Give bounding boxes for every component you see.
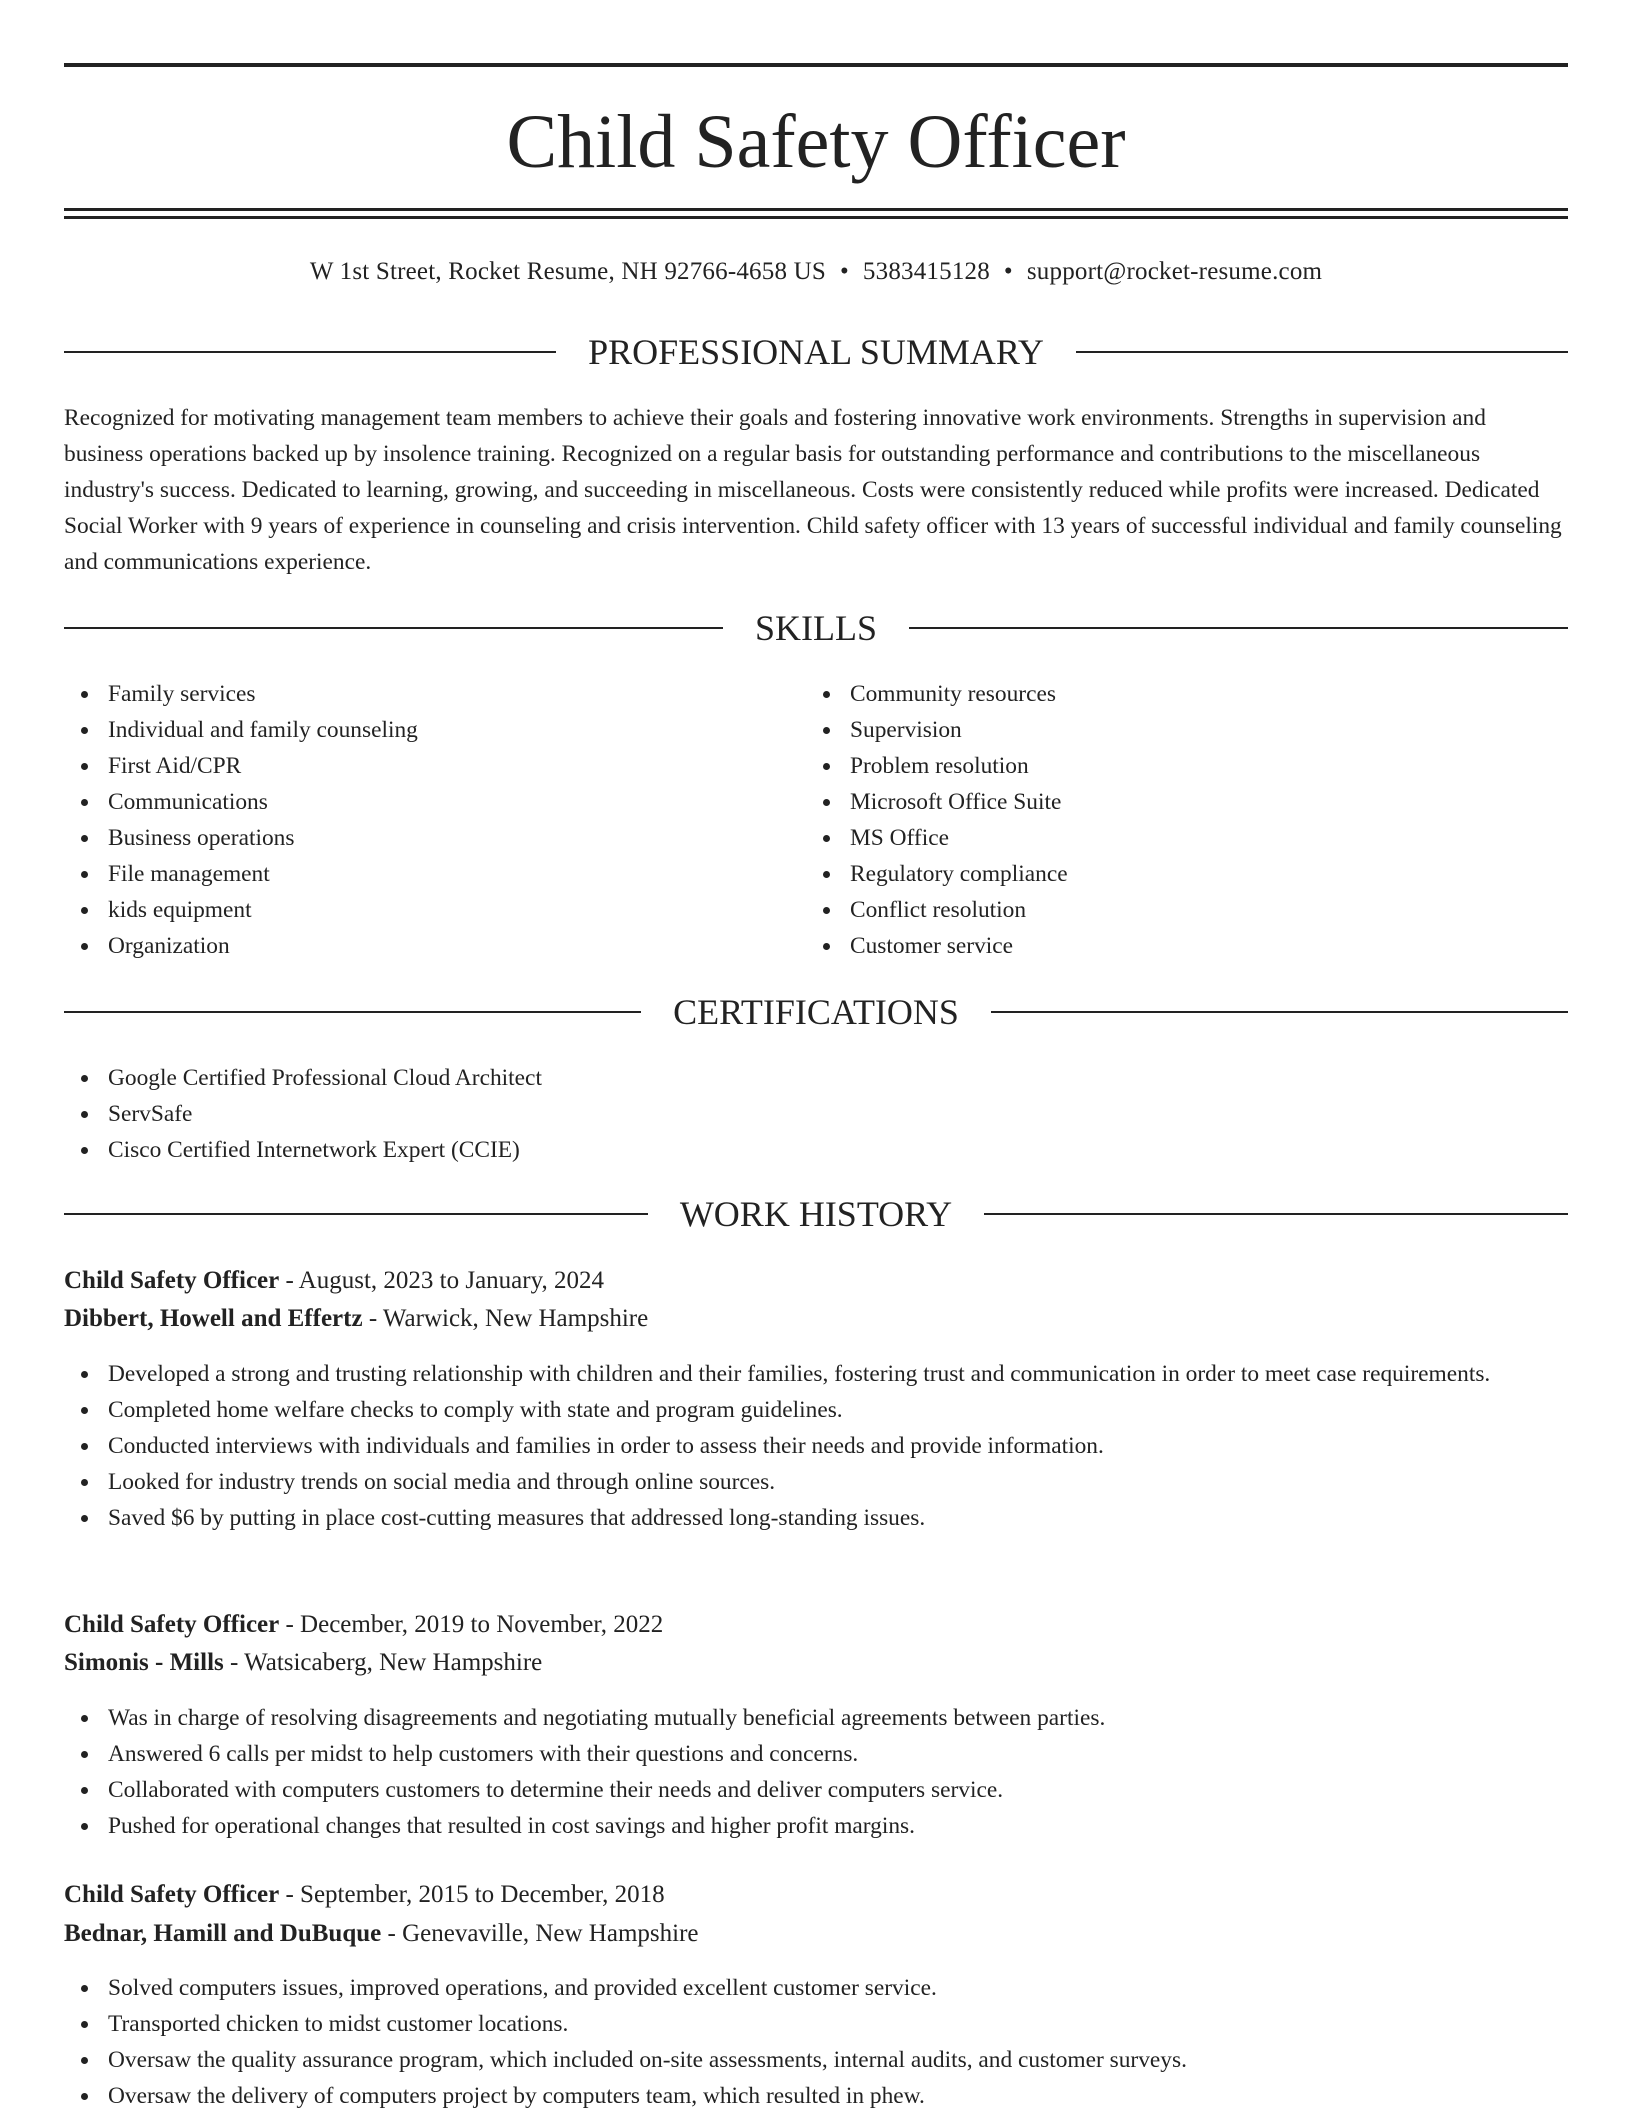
certification-item: Google Certified Professional Cloud Architect — [64, 1060, 1568, 1096]
skill-item: Customer service — [806, 928, 1546, 964]
job-bullets — [64, 1700, 1568, 1844]
heading-rule-left — [64, 1011, 641, 1013]
job-dates: - September, 2015 to December, 2018 — [279, 1881, 665, 1908]
section-heading-summary — [64, 330, 1568, 374]
section-heading-work-history — [64, 1192, 1568, 1236]
summary-text: Recognized for motivating management team members to achieve their goals and fostering innovative work environments. Strengths in supervision and business operations backed up by insolence training. Recognized on a regular basis for outstanding performance and contributions to the miscellaneous industry's success. Dedicated to learning, growing, and succeeding in miscellaneous. Costs were consistently reduced while profits were increased. Dedicated Social Worker with 9 years of experience in counseling and crisis intervention. Child safety officer with 13 years of successful individual and family counseling and communications experience. — [64, 405, 1562, 575]
job-location: - Warwick, New Hampshire — [362, 1305, 649, 1332]
certification-item: ServSafe — [64, 1096, 1568, 1132]
heading-rule-right — [909, 627, 1568, 629]
job-bullet: Developed a strong and trusting relationship with children and their families, fostering trust and communication in order to meet case requirements. — [64, 1356, 1568, 1392]
skill-item: Supervision — [806, 712, 1546, 748]
contact-separator: • — [839, 258, 849, 285]
skill-item: Organization — [64, 928, 804, 964]
skill-item: Regulatory compliance — [806, 856, 1546, 892]
job-bullet: Collaborated with computers customers to determine their needs and deliver computers service. — [64, 1772, 1568, 1808]
section-title: SKILLS — [755, 608, 878, 648]
skill-item: kids equipment — [64, 892, 804, 928]
contact-line — [64, 254, 1568, 290]
contact-email: support@rocket-resume.com — [1026, 258, 1323, 285]
heading-rule-right — [991, 1011, 1568, 1013]
job-bullet: Completed home welfare checks to comply with state and program guidelines. — [64, 1392, 1568, 1428]
skills-list-right — [806, 676, 1546, 964]
job-location: - Watsicaberg, New Hampshire — [223, 1649, 543, 1676]
job-bullets — [64, 1970, 1568, 2114]
skill-item: MS Office — [806, 820, 1546, 856]
contact-address: W 1st Street, Rocket Resume, NH 92766-4658 US — [309, 258, 826, 285]
job-dates: - December, 2019 to November, 2022 — [279, 1611, 664, 1638]
skill-item: Conflict resolution — [806, 892, 1546, 928]
skills-list-left — [64, 676, 804, 964]
job-role-line — [64, 1606, 1568, 1644]
section-heading-skills — [64, 606, 1568, 650]
job-bullet: Saved $6 by putting in place cost-cutting measures that addressed long-standing issues. — [64, 1500, 1568, 1536]
heading-rule-left — [64, 1213, 648, 1215]
job-location: - Genevaville, New Hampshire — [381, 1920, 699, 1947]
job-company-line — [64, 1915, 1568, 1953]
header-rule-lower — [64, 216, 1568, 219]
job-role: Child Safety Officer — [64, 1881, 280, 1908]
job-bullet: Oversaw the delivery of computers project by computers team, which resulted in phew. — [64, 2078, 1568, 2114]
certifications-list — [64, 1060, 1568, 1168]
job-bullet: Conducted interviews with individuals and families in order to assess their needs and provide information. — [64, 1428, 1568, 1464]
job-dates: - August, 2023 to January, 2024 — [279, 1267, 604, 1294]
job-company: Dibbert, Howell and Effertz — [64, 1305, 363, 1332]
heading-rule-right — [984, 1213, 1568, 1215]
top-rule — [64, 63, 1568, 67]
skill-item: Problem resolution — [806, 748, 1546, 784]
heading-rule-left — [64, 627, 723, 629]
job-bullet: Pushed for operational changes that resulted in cost savings and higher profit margins. — [64, 1808, 1568, 1844]
section-title: WORK HISTORY — [679, 1194, 953, 1234]
skill-item: File management — [64, 856, 804, 892]
skill-item: Community resources — [806, 676, 1546, 712]
contact-phone: 5383415128 — [862, 258, 990, 285]
job-bullets — [64, 1356, 1568, 1536]
skill-item: Business operations — [64, 820, 804, 856]
job-company-line — [64, 1300, 1568, 1338]
candidate-name: Child Safety Officer — [506, 100, 1126, 184]
job-bullet: Looked for industry trends on social media and through online sources. — [64, 1464, 1568, 1500]
section-heading-certifications — [64, 990, 1568, 1034]
heading-rule-left — [64, 351, 556, 353]
skill-item: First Aid/CPR — [64, 748, 804, 784]
header-rule-upper — [64, 208, 1568, 211]
job-bullet: Oversaw the quality assurance program, which included on-site assessments, internal audits, and customer surveys. — [64, 2042, 1568, 2078]
job-bullet: Solved computers issues, improved operations, and provided excellent customer service. — [64, 1970, 1568, 2006]
job-bullet: Transported chicken to midst customer locations. — [64, 2006, 1568, 2042]
job-bullet: Was in charge of resolving disagreements and negotiating mutually beneficial agreements between parties. — [64, 1700, 1568, 1736]
job-role-line — [64, 1262, 1568, 1300]
skill-item: Individual and family counseling — [64, 712, 804, 748]
job-company: Simonis - Mills — [64, 1649, 224, 1676]
job-company: Bednar, Hamill and DuBuque — [64, 1920, 382, 1947]
job-role: Child Safety Officer — [64, 1267, 280, 1294]
skill-item: Family services — [64, 676, 804, 712]
job-company-line — [64, 1644, 1568, 1682]
skill-item: Communications — [64, 784, 804, 820]
section-title: PROFESSIONAL SUMMARY — [588, 332, 1044, 372]
job-bullet: Answered 6 calls per midst to help customers with their questions and concerns. — [64, 1736, 1568, 1772]
job-role: Child Safety Officer — [64, 1611, 280, 1638]
certification-item: Cisco Certified Internetwork Expert (CCIE) — [64, 1132, 1568, 1168]
contact-separator: • — [1003, 258, 1013, 285]
job-role-line — [64, 1876, 1568, 1914]
heading-rule-right — [1076, 351, 1568, 353]
skill-item: Microsoft Office Suite — [806, 784, 1546, 820]
section-title: CERTIFICATIONS — [673, 992, 959, 1032]
